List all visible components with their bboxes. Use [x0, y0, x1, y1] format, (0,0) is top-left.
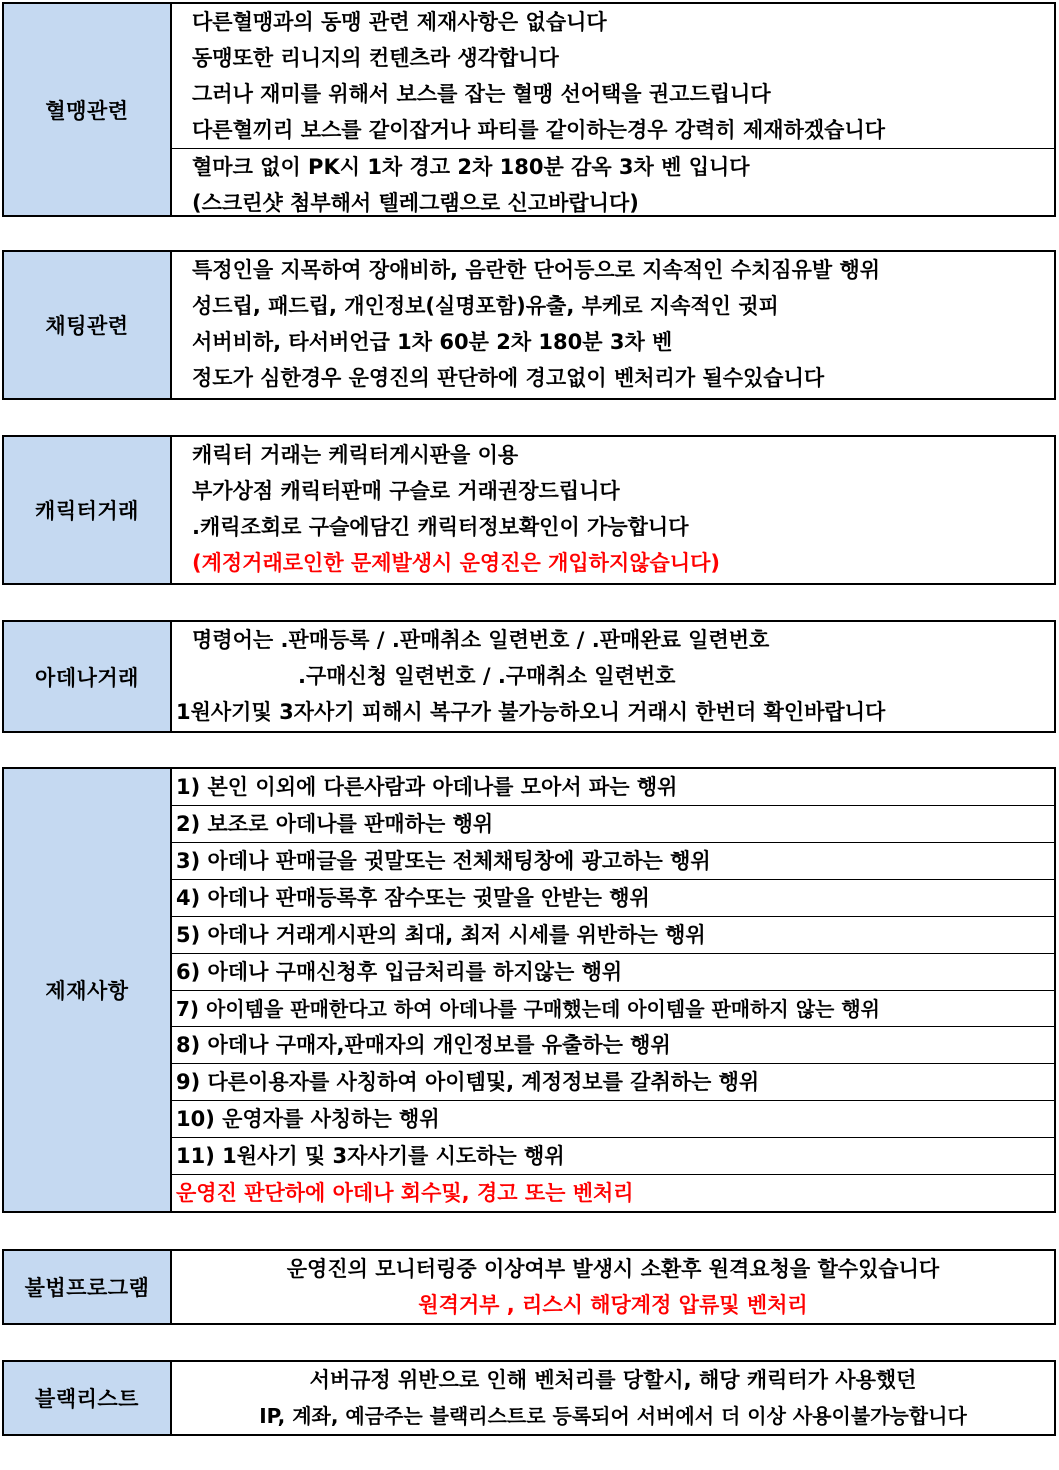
rule-line: 정도가 심한경우 운영진의 판단하에 경고없이 벤처리가 될수있습니다 — [192, 366, 825, 390]
rule-line: 1원사기및 3자사기 피해시 복구가 불가능하오니 거래시 한번더 확인바랍니다 — [176, 700, 886, 724]
rule-line: 특정인을 지목하여 장애비하, 음란한 단어등으로 지속적인 수치짐유발 행위 — [192, 258, 881, 282]
section-label: 불법프로그램 — [4, 1251, 172, 1323]
section-content — [172, 252, 1054, 398]
command-line: 명령어는 .판매등록 / .판매취소 일련번호 / .판매완료 일련번호 — [192, 628, 770, 652]
section-content — [172, 1362, 1054, 1434]
section-label: 블랙리스트 — [4, 1362, 172, 1434]
warning-line: 원격거부 , 리스시 해당계정 압류및 벤처리 — [418, 1293, 808, 1317]
section-clan — [2, 2, 1056, 217]
sanction-item: 5) 아데나 거래게시판의 최대, 최저 시세를 위반하는 행위 — [172, 916, 1054, 953]
section-label: 채팅관련 — [4, 252, 172, 398]
section-character-trade — [2, 435, 1056, 585]
sanction-item: 8) 아데나 구매자,판매자의 개인정보를 유출하는 행위 — [172, 1026, 1054, 1063]
rule-line: 서버비하, 타서버언급 1차 60분 2차 180분 3차 벤 — [192, 330, 673, 354]
rule-line: 동맹또한 리니지의 컨텐츠라 생각합니다 — [192, 46, 559, 70]
section-adena-trade — [2, 620, 1056, 733]
section-label: 제재사항 — [4, 769, 172, 1211]
sanction-item: 11) 1원사기 및 3자사기를 시도하는 행위 — [172, 1137, 1054, 1174]
rule-line: 서버규정 위반으로 인해 벤처리를 당할시, 해당 캐릭터가 사용했던 — [309, 1368, 917, 1392]
sanction-item: 2) 보조로 아데나를 판매하는 행위 — [172, 805, 1054, 842]
warning-line: (계정거래로인한 문제발생시 운영진은 개입하지않습니다) — [192, 551, 720, 575]
section-sanctions — [2, 767, 1056, 1213]
rule-group — [172, 148, 1054, 221]
section-content — [172, 769, 1054, 1211]
section-content — [172, 437, 1054, 583]
sanction-item: 9) 다른이용자를 사칭하여 아이템및, 계정정보를 갈취하는 행위 — [172, 1063, 1054, 1100]
rule-group — [172, 4, 1054, 148]
section-label: 캐릭터거래 — [4, 437, 172, 583]
rule-line: 운영진의 모니터링중 이상여부 발생시 소환후 원격요청을 할수있습니다 — [286, 1257, 940, 1281]
rule-line: .캐릭조회로 구슬에담긴 캐릭터정보확인이 가능합니다 — [192, 515, 689, 539]
section-chat — [2, 250, 1056, 400]
section-content — [172, 1251, 1054, 1323]
section-content — [172, 622, 1054, 731]
sanction-item: 3) 아데나 판매글을 귓말또는 전체채팅창에 광고하는 행위 — [172, 842, 1054, 879]
sanction-item: 4) 아데나 판매등록후 잠수또는 귓말을 안받는 행위 — [172, 879, 1054, 916]
warning-line: 운영진 판단하에 아데나 회수및, 경고 또는 벤처리 — [172, 1174, 1054, 1211]
rule-line: 성드립, 패드립, 개인정보(실명포함)유출, 부케로 지속적인 귓피 — [192, 294, 779, 318]
section-illegal-program — [2, 1249, 1056, 1325]
rule-line: 혈마크 없이 PK시 1차 경고 2차 180분 감옥 3차 벤 입니다 — [192, 155, 750, 179]
section-label: 아데나거래 — [4, 622, 172, 731]
sanction-item: 7) 아이템을 판매한다고 하여 아데나를 구매했는데 아이템을 판매하지 않는 행위 — [172, 990, 1054, 1027]
rule-line: 다른혈맹과의 동맹 관련 제재사항은 없습니다 — [192, 10, 607, 34]
section-label: 혈맹관련 — [4, 4, 172, 215]
rule-line: IP, 계좌, 예금주는 블랙리스트로 등록되어 서버에서 더 이상 사용이불가능합니다 — [259, 1404, 967, 1428]
section-content — [172, 4, 1054, 215]
rule-line: 그러나 재미를 위해서 보스를 잡는 혈맹 선어택을 권고드립니다 — [192, 82, 771, 106]
rule-line: (스크린샷 첨부해서 텔레그램으로 신고바랍니다) — [192, 191, 639, 215]
sanction-item: 6) 아데나 구매신청후 입금처리를 하지않는 행위 — [172, 953, 1054, 990]
command-line: .구매신청 일련번호 / .구매취소 일련번호 — [298, 664, 676, 688]
section-blacklist — [2, 1360, 1056, 1436]
rule-line: 캐릭터 거래는 케릭터게시판을 이용 — [192, 443, 519, 467]
rule-line: 다른혈끼리 보스를 같이잡거나 파티를 같이하는경우 강력히 제재하겠습니다 — [192, 118, 886, 142]
sanction-item: 1) 본인 이외에 다른사람과 아데나를 모아서 파는 행위 — [176, 775, 678, 799]
sanction-item: 10) 운영자를 사칭하는 행위 — [172, 1100, 1054, 1137]
rule-line: 부가상점 캐릭터판매 구슬로 거래권장드립니다 — [192, 479, 620, 503]
